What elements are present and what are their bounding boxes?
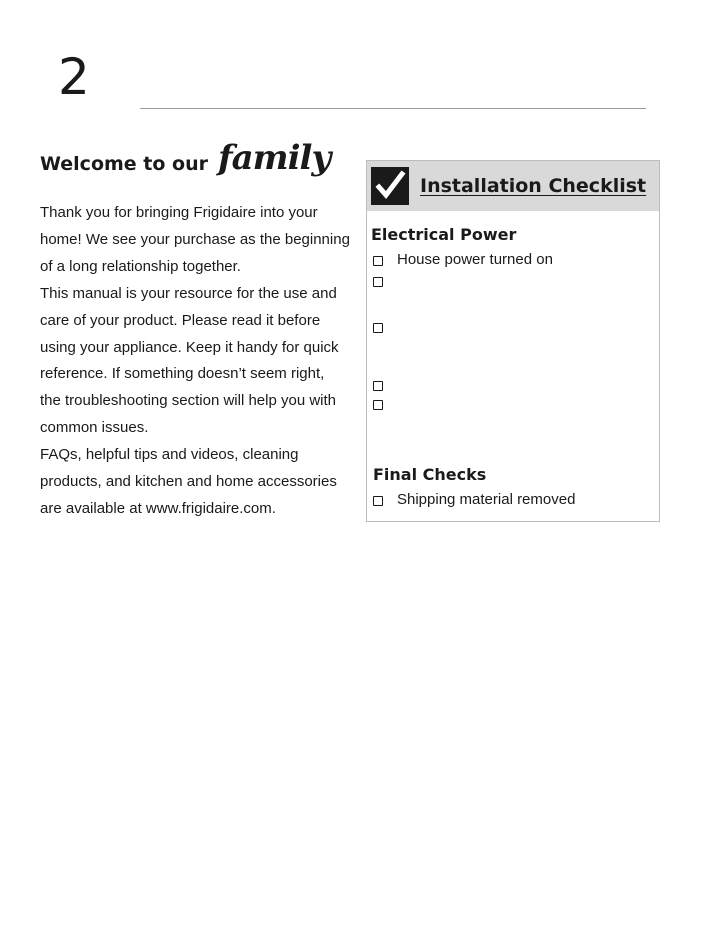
intro-line: reference. If something doesn’t seem right,	[40, 365, 325, 383]
welcome-script-word: family	[218, 138, 331, 178]
checkbox-icon[interactable]	[373, 496, 383, 506]
intro-line: FAQs, helpful tips and videos, cleaning	[40, 446, 299, 464]
intro-line: common issues.	[40, 419, 149, 437]
intro-paragraph	[40, 200, 360, 523]
checkbox-icon[interactable]	[373, 400, 383, 410]
checklist-title: Installation Checklist	[420, 175, 647, 197]
checklist-item-label: House power turned on	[397, 251, 553, 268]
checkmark-icon	[371, 167, 409, 205]
checkbox-icon[interactable]	[373, 277, 383, 287]
intro-line: care of your product. Please read it before	[40, 311, 321, 329]
checklist-header	[367, 161, 659, 211]
section-final-checks: Final Checks	[373, 465, 487, 484]
intro-line: using your appliance. Keep it handy for quick	[40, 338, 339, 356]
intro-line: Thank you for bringing Frigidaire into your	[40, 204, 318, 221]
intro-line: of a long relationship together.	[40, 257, 241, 275]
checkbox-icon[interactable]	[373, 381, 383, 391]
page-number: 2	[58, 48, 90, 106]
intro-line: are available at www.frigidaire.com.	[40, 499, 276, 517]
checkbox-icon[interactable]	[373, 256, 383, 266]
intro-line: This manual is your resource for the use and	[40, 284, 337, 302]
header-rule	[140, 108, 646, 109]
intro-line: products, and kitchen and home accessories	[40, 473, 337, 491]
checklist-item-label: Shipping material removed	[397, 491, 576, 508]
intro-line: home! We see your purchase as the beginning	[40, 230, 350, 248]
checkbox-icon[interactable]	[373, 323, 383, 333]
intro-line: the troubleshooting section will help you with	[40, 392, 337, 410]
installation-checklist	[366, 160, 660, 522]
section-electrical-power: Electrical Power	[371, 225, 517, 244]
welcome-lead: Welcome to our	[40, 153, 208, 175]
